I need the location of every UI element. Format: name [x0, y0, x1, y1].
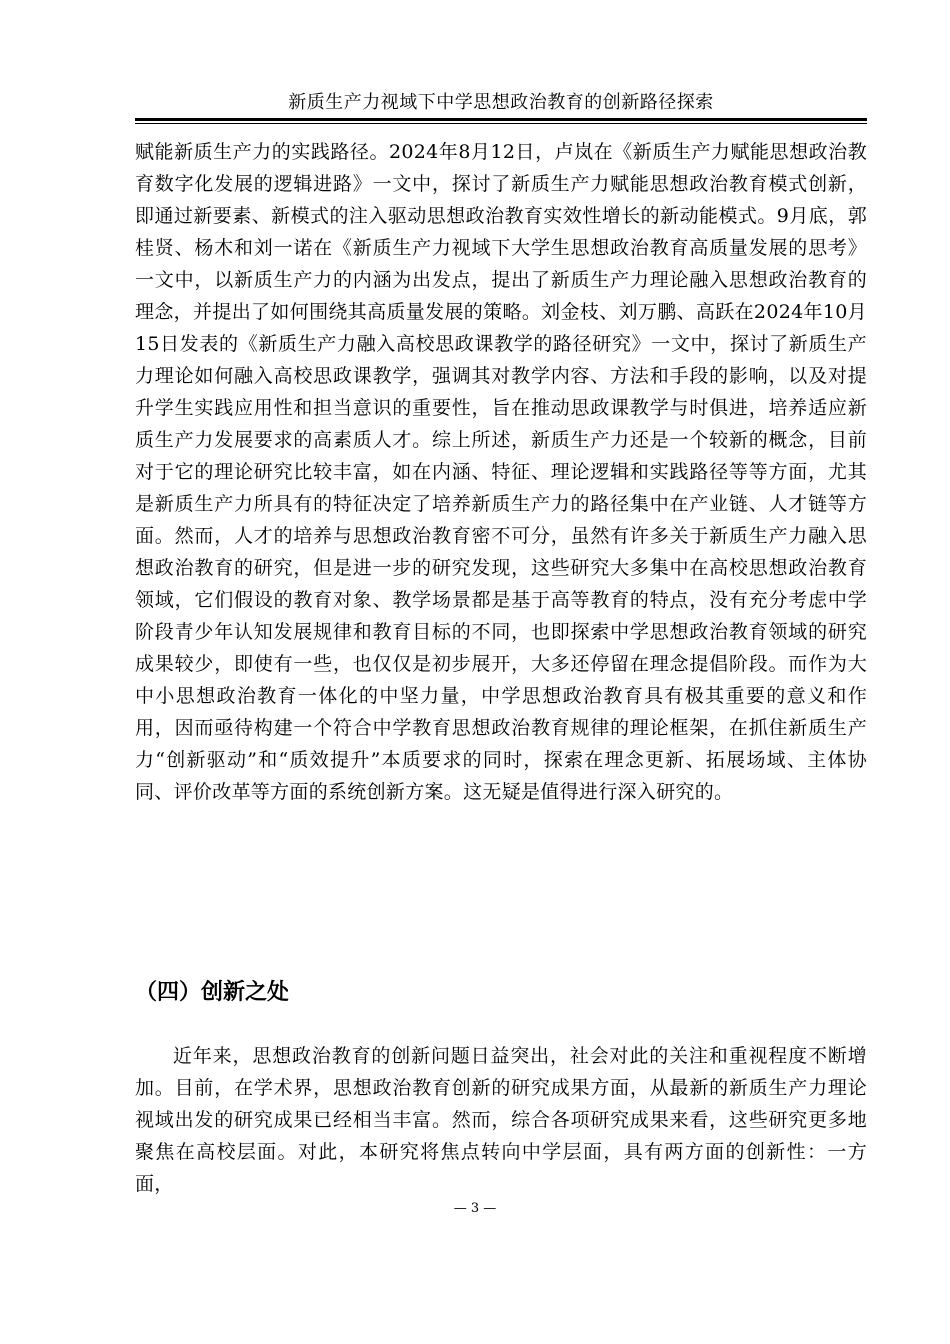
body-paragraph-2: 近年来，思想政治教育的创新问题日益突出，社会对此的关注和重视程度不断增加。目前，在学术界，思想政治教育创新的研究成果方面，从最新的新质生产力理论视域出发的研究成果已经相当丰富。然而，综合各项研究成果来看，这些研究更多地聚焦在高校层面。对此，本研究将焦点转向中学层面，具有两方面的创新性：一方面， [135, 1045, 867, 1195]
header-rule-thin [135, 123, 867, 124]
section-heading-innovation: （四）创新之处 [135, 980, 290, 1005]
page-number: — 3 — [453, 1201, 497, 1216]
header-rule-thick [135, 118, 867, 121]
body-paragraph-1: 赋能新质生产力的实践路径。2024年8月12日，卢岚在《新质生产力赋能思想政治教育数字化发展的逻辑进路》一文中，探讨了新质生产力赋能思想政治教育模式创新，即通过新要素、新模式的注入驱动思想政治教育实效性增长的新动能模式。9月底，郭桂贤、杨木和刘一诺在《新质生产力视域下大学生思想政治教育高质量发展的思考》一文中，以新质生产力的内涵为出发点，提出了新质生产力理论融入思想政治教育的理念，并提出了如何围绕其高质量发展的策略。刘金枝、刘万鹏、高跃在2024年10月15日发表的《新质生产力融入高校思政课教学的路径研究》一文中，探讨了新质生产力理论如何融入高校思政课教学，强调其对教学内容、方法和手段的影响，以及对提升学生实践应用性和担当意识的重要性，旨在推动思政课教学与时俱进，培养适应新质生产力发展要求的高素质人才。综上所述，新质生产力还是一个较新的概念，目前对于它的理论研究比较丰富，如在内涵、特征、理论逻辑和实践路径等等方面，尤其是新质生产力所具有的特征决定了培养新质生产力的路径集中在产业链、人才链等方面。然而，人才的培养与思想政治教育密不可分，虽然有许多关于新质生产力融入思想政治教育的研究，但是进一步的研究发现，这些研究大多集中在高校思想政治教育领域，它们假设的教育对象、教学场景都是基于高等教育的特点，没有充分考虑中学阶段青少年认知发展规律和教育目标的不同，也即探索中学思想政治教育领域的研究成果较少，即使有一些，也仅仅是初步展开，大多还停留在理念提倡阶段。而作为大中小思想政治教育一体化的中坚力量，中学思想政治教育具有极其重要的意义和作用，因而亟待构建一个符合中学教育思想政治教育规律的理论框架，在抓住新质生产力“创新驱动”和“质效提升”本质要求的同时，探索在理念更新、拓展场域、主体协同、评价改革等方面的系统创新方案。这无疑是值得进行深入研究的。 [135, 141, 867, 803]
running-header: 新质生产力视域下中学思想政治教育的创新路径探索 [288, 92, 714, 113]
